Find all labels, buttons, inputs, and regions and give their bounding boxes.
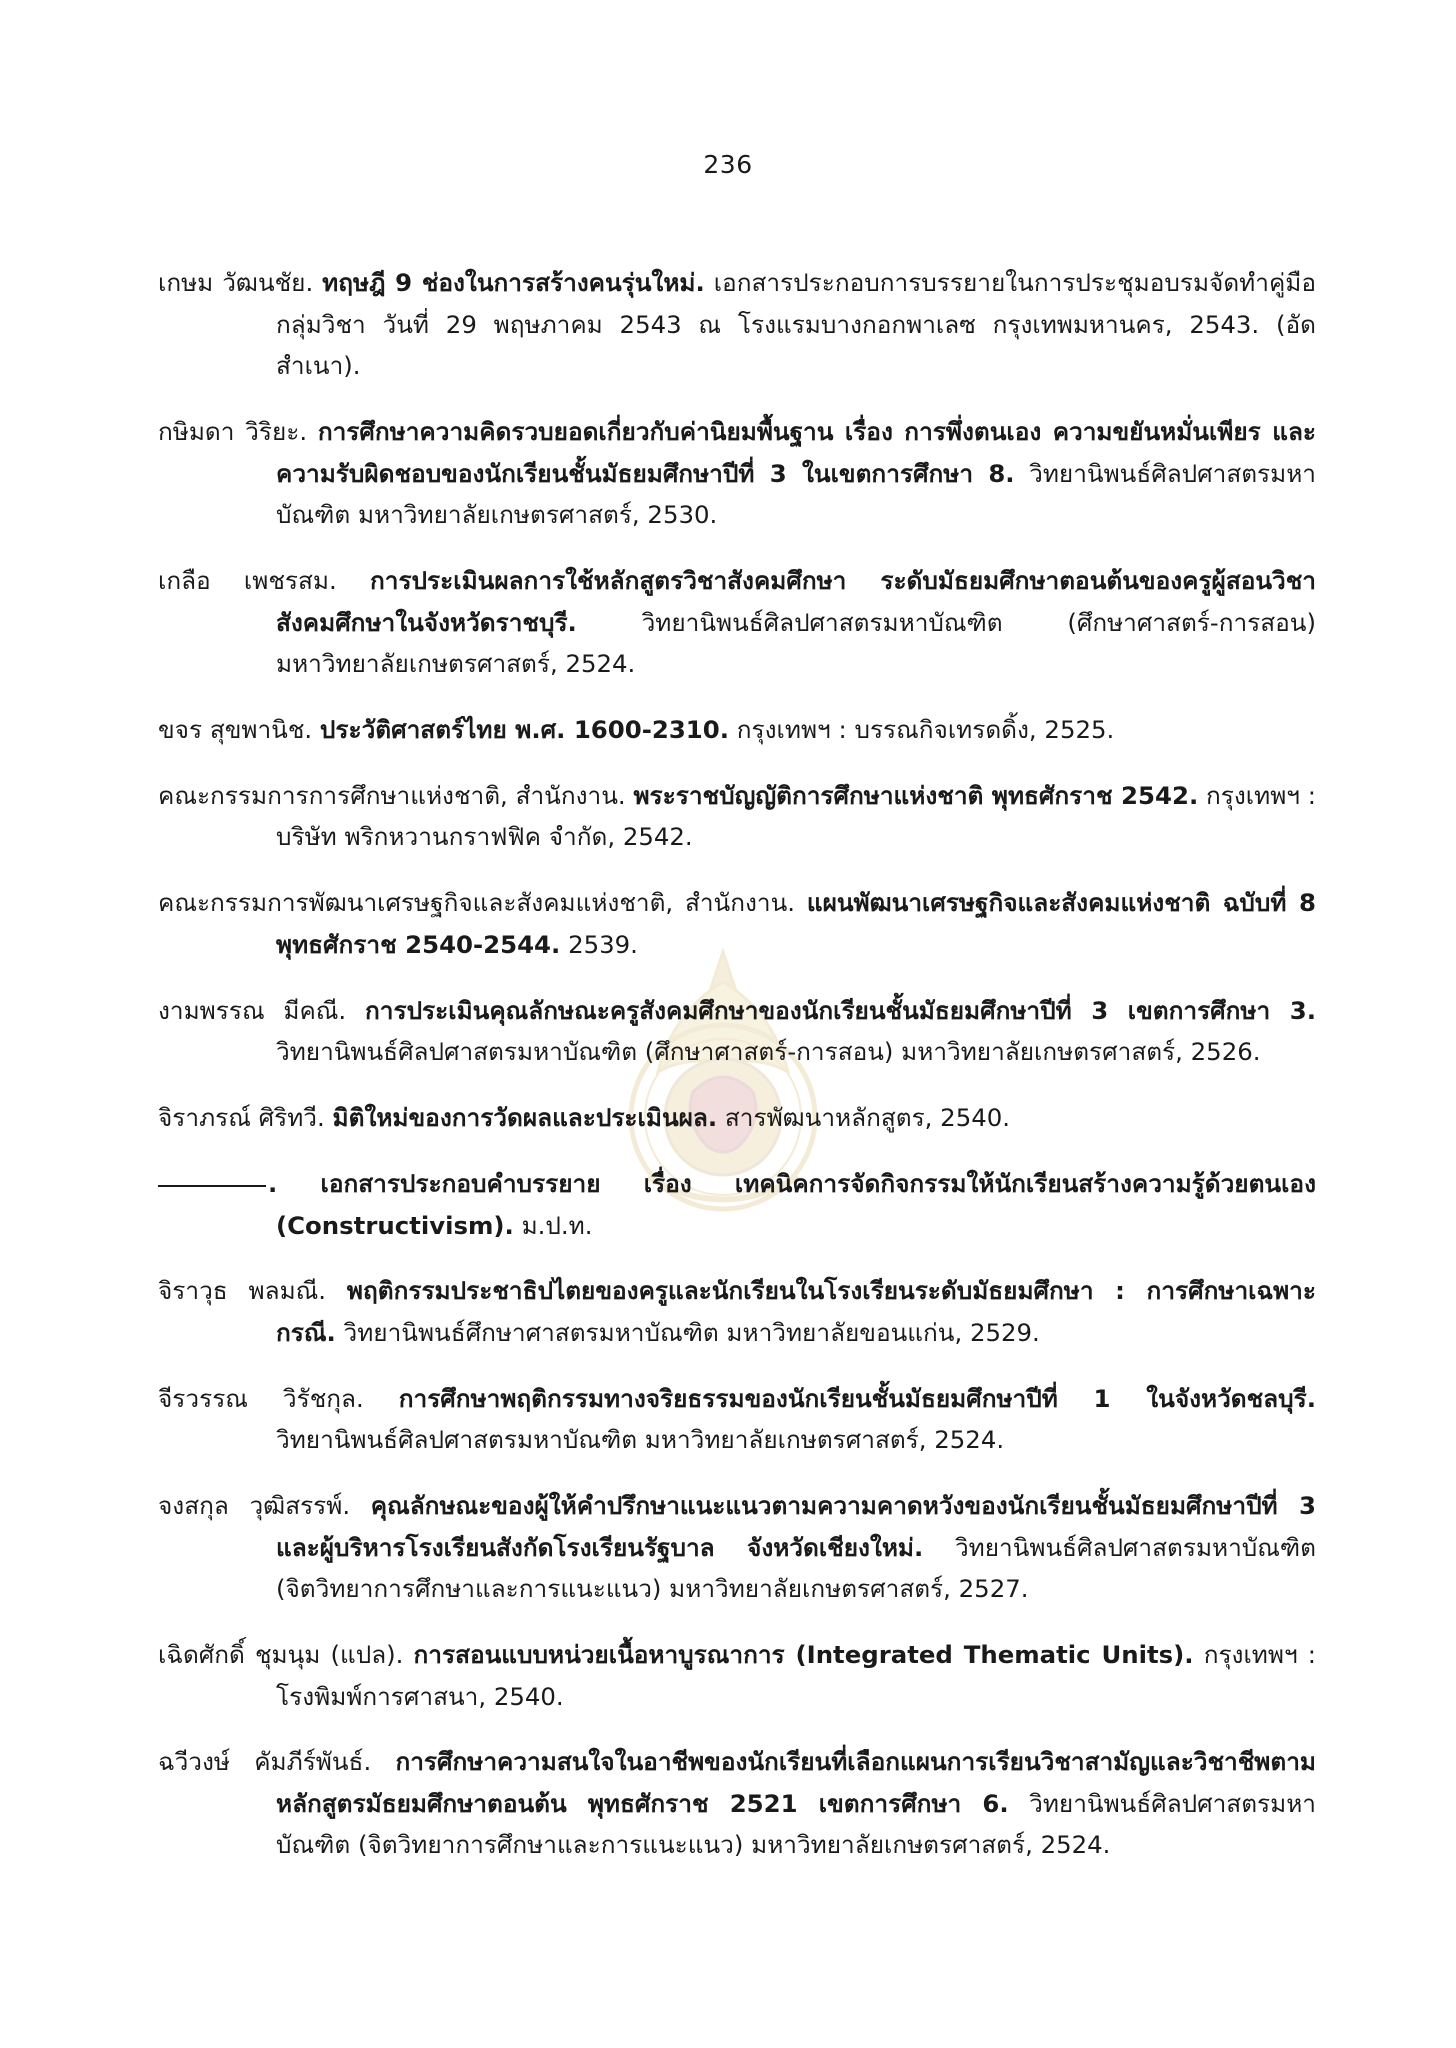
reference-author: เกษม วัฒนชัย. [158, 268, 314, 298]
reference-title: พระราชบัญญัติการศึกษาแห่งชาติ พุทธศักราช 2542. [633, 780, 1199, 810]
reference-author: จีรวรรณ วิรัชกุล. [158, 1383, 364, 1413]
reference-entry [158, 1270, 1316, 1353]
reference-details: วิทยานิพนธ์ศึกษาศาสตรมหาบัณฑิต มหาวิทยาลัยขอนแก่น, 2529. [343, 1317, 1040, 1347]
reference-entry [158, 775, 1316, 858]
reference-title: พฤติกรรมประชาธิปไตยของครูและนักเรียนในโรงเรียนระดับมัธยมศึกษา : การศึกษาเฉพาะกรณี. [276, 1276, 1316, 1347]
reference-details: วิทยานิพนธ์ศิลปศาสตรมหาบัณฑิต มหาวิทยาลัยเกษตรศาสตร์, 2530. [276, 458, 1316, 530]
reference-entry [158, 1634, 1316, 1717]
reference-entry [158, 990, 1316, 1073]
reference-details: วิทยานิพนธ์ศิลปศาสตรมหาบัณฑิต มหาวิทยาลัยเกษตรศาสตร์, 2524. [276, 1425, 1005, 1455]
reference-title: แผนพัฒนาเศรษฐกิจและสังคมแห่งชาติ ฉบับที่ 8 พุทธศักราช 2540-2544. [276, 888, 1316, 959]
reference-title: การศึกษาความสนใจในอาชีพของนักเรียนที่เลือกแผนการเรียนวิชาสามัญและวิชาชีพตามหลักสูตรมัธยมศึกษาตอนต้น พุทธศักราช 2521 เขตการศึกษา 6. [276, 1747, 1316, 1818]
reference-author: จิราวุธ พลมณี. [158, 1276, 327, 1306]
repeat-author-dash [158, 1185, 266, 1187]
reference-author: เกลือ เพชรสม. [158, 566, 337, 596]
reference-details: วิทยานิพนธ์ศิลปศาสตรมหาบัณฑิต (ศึกษาศาสตร์-การสอน) มหาวิทยาลัยเกษตรศาสตร์, 2524. [276, 607, 1316, 679]
reference-author: จิราภรณ์ ศิริทวี. [158, 1103, 325, 1133]
reference-details: กรุงเทพฯ : บริษัท พริกหวานกราฟฟิค จำกัด, 2542. [276, 780, 1316, 852]
reference-title: การศึกษาพฤติกรรมทางจริยธรรมของนักเรียนชั้นมัธยมศึกษาปีที่ 1 ในจังหวัดชลบุรี. [398, 1383, 1316, 1413]
reference-title: ทฤษฎี 9 ช่องในการสร้างคนรุ่นใหม่. [322, 268, 705, 298]
reference-entry [158, 1378, 1316, 1461]
bibliography-list [158, 238, 1316, 1871]
reference-author: งามพรรณ มีคณี. [158, 995, 347, 1025]
reference-details: ม.ป.ท. [521, 1210, 593, 1240]
reference-title: การศึกษาความคิดรวบยอดเกี่ยวกับค่านิยมพื้นฐาน เรื่อง การพึ่งตนเอง ความขยันหมั่นเพียร และความรับผิดชอบของนักเรียนชั้นมัธยมศึกษาปีที่ 3 ในเขตการศึกษา 8. [276, 417, 1316, 488]
reference-title: การประเมินคุณลักษณะครูสังคมศึกษาของนักเรียนชั้นมัธยมศึกษาปีที่ 3 เขตการศึกษา 3. [365, 995, 1316, 1025]
reference-entry [158, 560, 1316, 685]
reference-entry [158, 1485, 1316, 1610]
reference-entry [158, 882, 1316, 965]
reference-details: เอกสารประกอบการบรรยายในการประชุมอบรมจัดทำคู่มือกลุ่มวิชา วันที่ 29 พฤษภาคม 2543 ณ โรงแรมบางกอกพาเลซ กรุงเทพมหานคร, 2543. (อัดสำเนา). [276, 268, 1316, 381]
reference-entry [158, 262, 1316, 387]
reference-title: การประเมินผลการใช้หลักสูตรวิชาสังคมศึกษา ระดับมัธยมศึกษาตอนต้นของครูผู้สอนวิชาสังคมศึกษาในจังหวัดราชบุรี. [276, 566, 1316, 637]
reference-title: คุณลักษณะของผู้ให้คำปรึกษาแนะแนวตามความคาดหวังของนักเรียนชั้นมัธยมศึกษาปีที่ 3 และผู้บริหารโรงเรียนสังกัดโรงเรียนรัฐบาล จังหวัดเชียงใหม่. [276, 1491, 1316, 1562]
reference-entry [158, 709, 1316, 751]
reference-details: กรุงเทพฯ : บรรณกิจเทรดดิ้ง, 2525. [736, 715, 1115, 745]
reference-entry [158, 1741, 1316, 1866]
reference-author: คณะกรรมการพัฒนาเศรษฐกิจและสังคมแห่งชาติ, สำนักงาน. [158, 888, 796, 918]
reference-author: ฉวีวงษ์ คัมภีร์พันธ์. [158, 1747, 372, 1777]
reference-details: วิทยานิพนธ์ศิลปศาสตรมหาบัณฑิต (จิตวิทยาการศึกษาและการแนะแนว) มหาวิทยาลัยเกษตรศาสตร์, 2527. [276, 1532, 1316, 1604]
reference-entry [158, 1097, 1316, 1139]
reference-author: ขจร สุขพานิช. [158, 715, 313, 745]
reference-title: มิติใหม่ของการวัดผลและประเมินผล. [332, 1103, 718, 1133]
reference-author: เฉิดศักดิ์ ชุมนุม (แปล). [158, 1640, 404, 1670]
reference-entry [158, 411, 1316, 536]
reference-entry [158, 1163, 1316, 1246]
reference-details: กรุงเทพฯ : โรงพิมพ์การศาสนา, 2540. [276, 1640, 1316, 1711]
reference-author: กษิมดา วิริยะ. [158, 417, 308, 447]
reference-author: จงสกุล วุฒิสรรพ์. [158, 1491, 351, 1521]
reference-author: คณะกรรมการการศึกษาแห่งชาติ, สำนักงาน. [158, 780, 626, 810]
reference-details: วิทยานิพนธ์ศิลปศาสตรมหาบัณฑิต (จิตวิทยาการศึกษาและการแนะแนว) มหาวิทยาลัยเกษตรศาสตร์, 2524. [276, 1788, 1316, 1860]
reference-title: ประวัติศาสตร์ไทย พ.ศ. 1600-2310. [319, 715, 729, 745]
reference-details: 2539. [568, 929, 638, 959]
reference-details: สารพัฒนาหลักสูตร, 2540. [724, 1103, 1011, 1133]
reference-title: . เอกสารประกอบคำบรรยาย เรื่อง เทคนิคการจัดกิจกรรมให้นักเรียนสร้างความรู้ด้วยตนเอง (Constructivism). [268, 1169, 1316, 1240]
page-number: 236 [703, 150, 753, 179]
reference-details: วิทยานิพนธ์ศิลปศาสตรมหาบัณฑิต (ศึกษาศาสตร์-การสอน) มหาวิทยาลัยเกษตรศาสตร์, 2526. [276, 1037, 1261, 1067]
reference-title: การสอนแบบหน่วยเนื้อหาบูรณาการ (Integrated Thematic Units). [413, 1640, 1194, 1670]
